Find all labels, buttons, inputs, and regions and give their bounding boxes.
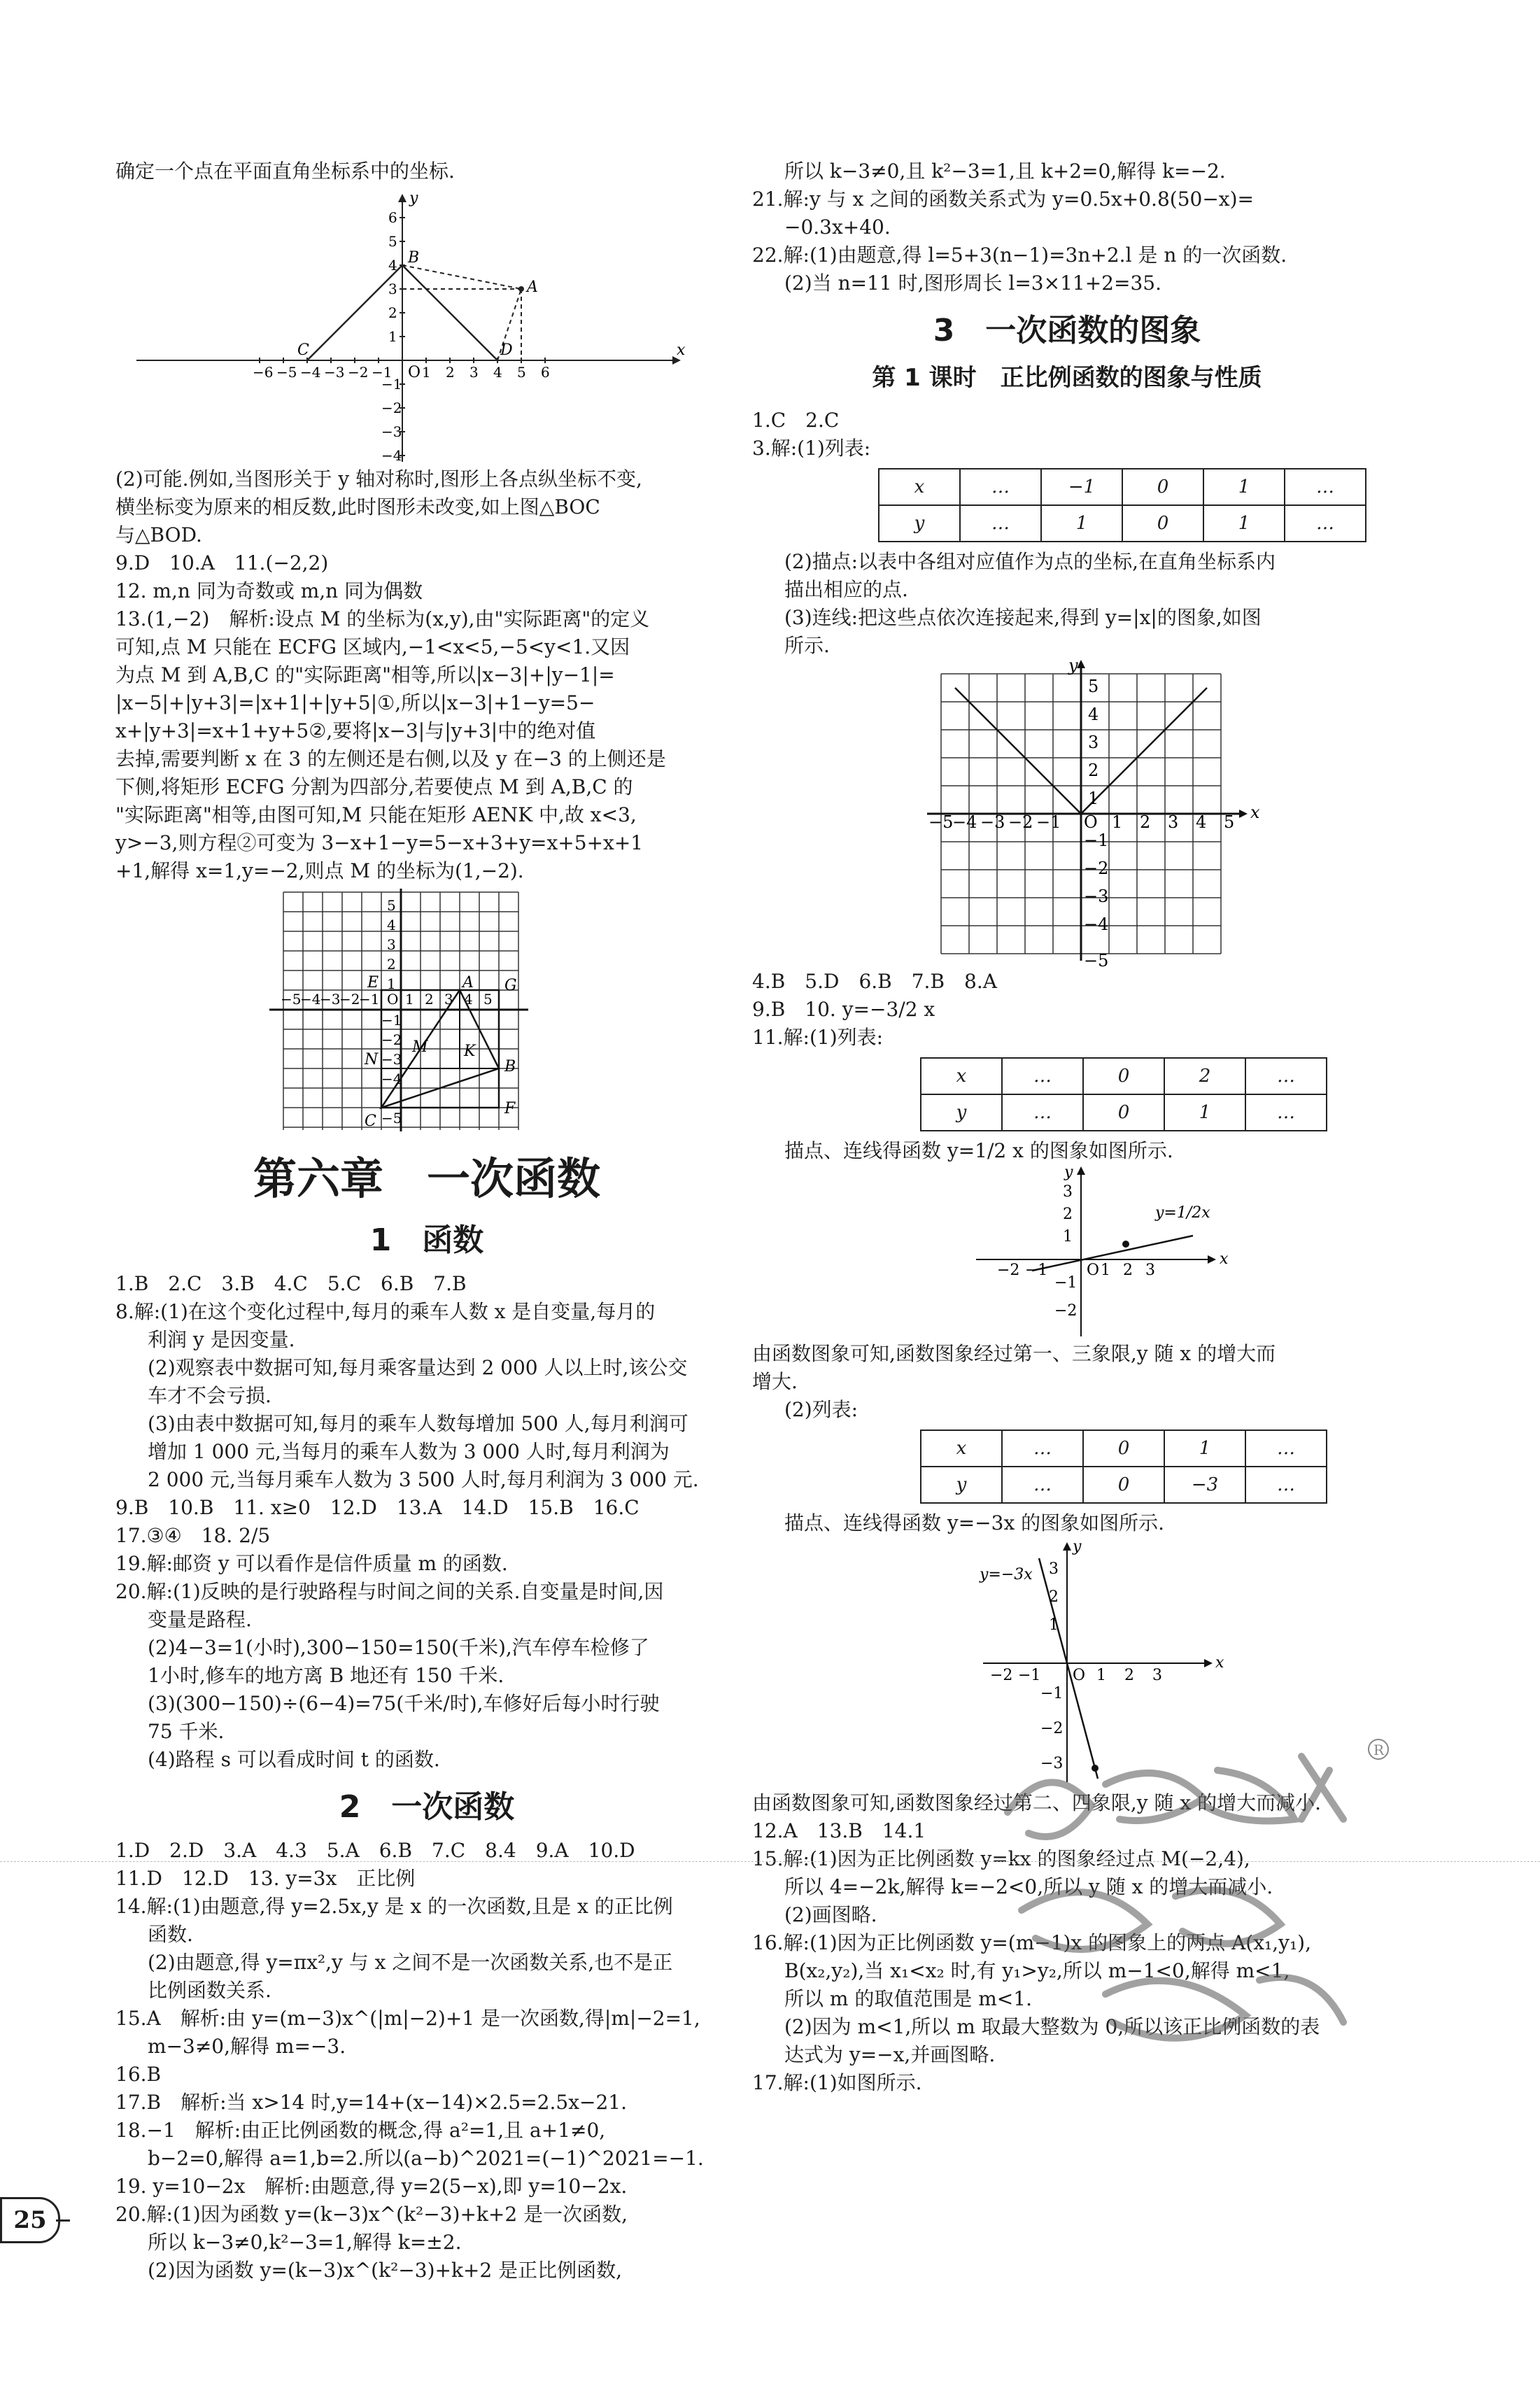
svg-text:−1: −1 — [1018, 1667, 1041, 1684]
svg-text:3: 3 — [1063, 1183, 1073, 1201]
svg-text:B: B — [408, 249, 420, 267]
answer-line: 描点、连线得函数 y=−3x 的图象如图所示. — [784, 1511, 1165, 1534]
answer-line: (4)路程 s 可以看成时间 t 的函数. — [148, 1748, 440, 1771]
answer-line: 由函数图象可知,函数图象经过第一、三象限,y 随 x 的增大而 — [752, 1342, 1276, 1365]
svg-text:−2: −2 — [381, 400, 402, 416]
table-cell: 0 — [1083, 1467, 1164, 1503]
svg-text:−6: −6 — [253, 364, 274, 381]
svg-text:O: O — [387, 991, 399, 1008]
svg-text:−2: −2 — [990, 1667, 1013, 1684]
table-cell: 0 — [1083, 1058, 1164, 1094]
table-cell: 0 — [1122, 505, 1203, 542]
svg-text:2: 2 — [387, 956, 396, 973]
table-cell: y — [921, 1094, 1002, 1131]
answer-line: 2 000 元,当每月乘车人数为 3 500 人时,每月利润为 3 000 元. — [148, 1468, 699, 1491]
answer-line: 3.解:(1)列表: — [752, 437, 871, 460]
svg-text:1: 1 — [388, 328, 397, 345]
svg-text:−4: −4 — [952, 812, 977, 832]
svg-text:1: 1 — [387, 975, 396, 992]
answer-line: (2)由题意,得 y=πx²,y 与 x 之间不是一次函数关系,也不是正 — [148, 1951, 673, 1974]
q13-line: 去掉,需要判断 x 在 3 的左侧还是右侧,以及 y 在−3 的上侧还是 — [115, 747, 666, 770]
q13-line: 可知,点 M 只能在 ECFG 区域内,−1<x<5,−5<y<1.又因 — [115, 635, 630, 658]
svg-text:x: x — [1250, 803, 1260, 822]
svg-text:−1: −1 — [381, 1012, 402, 1029]
q2-line: (2)可能.例如,当图形关于 y 轴对称时,图形上各点纵坐标不变, — [115, 467, 642, 490]
svg-text:F: F — [504, 1100, 516, 1117]
svg-text:4: 4 — [388, 257, 397, 274]
answer-line: 19.解:邮资 y 可以看作是信件质量 m 的函数. — [115, 1552, 508, 1575]
answer-line: 函数. — [148, 1923, 193, 1946]
answer-line: 增大. — [752, 1370, 798, 1393]
svg-text:6: 6 — [388, 209, 397, 226]
svg-text:3: 3 — [1049, 1560, 1059, 1578]
svg-text:−3: −3 — [381, 1051, 402, 1068]
svg-text:−1: −1 — [372, 364, 393, 381]
table-cell: y — [921, 1467, 1002, 1503]
figure-neg3x — [752, 1537, 1382, 1789]
page-number-rule — [56, 2219, 70, 2222]
q13-line: |x−5|+|y+3|=|x+1|+|y+5|①,所以|x−3|+1−y=5− — [115, 691, 595, 714]
answer-line: (3)连线:把这些点依次连接起来,得到 y=|x|的图象,如图 — [784, 606, 1262, 629]
svg-text:y: y — [1073, 1538, 1082, 1555]
svg-text:−1: −1 — [1054, 1274, 1078, 1292]
table-cell: … — [1245, 1430, 1327, 1467]
answer-line: b−2=0,解得 a=1,b=2.所以(a−b)^2021=(−1)^2021=−1. — [148, 2147, 704, 2170]
answer-line: 由函数图象可知,函数图象经过第二、四象限,y 随 x 的增大而减小. — [752, 1791, 1322, 1814]
q2-line: 横坐标变为原来的相反数,此时图形未改变,如上图△BOC — [115, 495, 600, 518]
svg-text:2: 2 — [388, 304, 397, 321]
svg-text:−5: −5 — [281, 991, 302, 1008]
table-cell: … — [1002, 1094, 1083, 1131]
answer-line: (3)由表中数据可知,每月的乘车人数每增加 500 人,每月利润可 — [148, 1412, 688, 1435]
answer-line: 12. m,n 同为奇数或 m,n 同为偶数 — [115, 579, 423, 602]
svg-text:K: K — [464, 1043, 476, 1060]
table-cell: 0 — [1083, 1430, 1164, 1467]
value-table-3 — [920, 1430, 1327, 1504]
svg-text:4: 4 — [493, 364, 502, 381]
figure-half-x — [752, 1165, 1382, 1340]
section-title: 1 函数 — [369, 1222, 484, 1258]
answer-line: 描出相应的点. — [784, 578, 908, 601]
answer-line: 17.解:(1)如图所示. — [752, 2071, 922, 2094]
answer-line: 20.解:(1)反映的是行驶路程与时间之间的关系.自变量是时间,因 — [115, 1580, 664, 1603]
svg-text:−3: −3 — [1040, 1755, 1064, 1772]
answer-line: (3)(300−150)÷(6−4)=75(千米/时),车修好后每小时行驶 — [148, 1692, 660, 1715]
svg-text:1: 1 — [1088, 789, 1099, 808]
answer-line: 21.解:y 与 x 之间的函数关系式为 y=0.5x+0.8(50−x)= — [752, 188, 1254, 211]
svg-text:−3: −3 — [1084, 887, 1109, 906]
answer-line: 15.A 解析:由 y=(m−3)x^(|m|−2)+1 是一次函数,得|m|−2=1, — [115, 2007, 700, 2030]
svg-text:A: A — [462, 974, 474, 991]
answer-line: (2)因为函数 y=(k−3)x^(k²−3)+k+2 是正比例函数, — [148, 2259, 623, 2282]
table-cell: y — [879, 505, 960, 542]
svg-text:2: 2 — [1049, 1588, 1059, 1606]
answer-line: 11.解:(1)列表: — [752, 1026, 884, 1049]
table-cell: … — [1002, 1430, 1083, 1467]
svg-text:−1: −1 — [1025, 1262, 1048, 1279]
svg-text:3: 3 — [444, 991, 453, 1008]
svg-text:E: E — [367, 974, 379, 991]
intro-text: 确定一个点在平面直角坐标系中的坐标. — [115, 160, 455, 183]
answer-line: 所以 k−3≠0,且 k²−3=1,且 k+2=0,解得 k=−2. — [784, 160, 1226, 183]
svg-text:−1: −1 — [1084, 831, 1109, 850]
value-table-1 — [878, 468, 1366, 542]
q13-line: 13.(1,−2) 解析:设点 M 的坐标为(x,y),由"实际距离"的定义 — [115, 607, 650, 630]
answer-line: (2)画图略. — [784, 1903, 877, 1926]
svg-text:2: 2 — [1088, 761, 1099, 780]
answer-line: 22.解:(1)由题意,得 l=5+3(n−1)=3n+2.l 是 n 的一次函数. — [752, 243, 1287, 267]
answer-line: 4.B 5.D 6.B 7.B 8.A — [752, 970, 997, 993]
answer-line: 9.B 10. y=−3/2 x — [752, 998, 935, 1021]
svg-text:−2: −2 — [1054, 1302, 1078, 1320]
svg-text:B: B — [504, 1058, 516, 1075]
answer-line: 所以 k−3≠0,k²−3=1,解得 k=±2. — [148, 2231, 462, 2254]
divider — [0, 1861, 1540, 1862]
table-cell: 2 — [1164, 1058, 1245, 1094]
table-cell: 1 — [1164, 1094, 1245, 1131]
svg-text:2: 2 — [425, 991, 434, 1008]
table-cell: … — [1285, 469, 1366, 505]
answer-line: 12.A 13.B 14.1 — [752, 1819, 926, 1842]
answer-line: (2)描点:以表中各组对应值作为点的坐标,在直角坐标系内 — [784, 550, 1276, 573]
svg-text:y: y — [409, 190, 418, 207]
svg-text:−2: −2 — [997, 1262, 1020, 1279]
answer-line: 利润 y 是因变量. — [148, 1328, 295, 1351]
table-cell: 1 — [1041, 505, 1122, 542]
svg-text:O: O — [1087, 1262, 1100, 1279]
function-label: y=1/2x — [1155, 1204, 1210, 1222]
svg-text:−3: −3 — [980, 812, 1005, 832]
chapter-title: 第六章 一次函数 — [253, 1153, 600, 1204]
svg-text:y: y — [1064, 1165, 1073, 1181]
svg-text:C: C — [365, 1113, 376, 1130]
svg-text:−3: −3 — [381, 423, 402, 440]
svg-text:3: 3 — [387, 936, 396, 953]
svg-text:x: x — [1220, 1250, 1229, 1268]
answer-line: 9.D 10.A 11.(−2,2) — [115, 551, 329, 574]
svg-text:3: 3 — [1168, 812, 1179, 832]
answer-line: (2)当 n=11 时,图形周长 l=3×11+2=35. — [784, 271, 1161, 295]
answer-line: 18.−1 解析:由正比例函数的概念,得 a²=1,且 a+1≠0, — [115, 2119, 606, 2142]
figure-triangle-axes — [115, 185, 738, 465]
answer-line: (2)4−3=1(小时),300−150=150(千米),汽车停车检修了 — [148, 1636, 649, 1659]
answer-line: 达式为 y=−x,并画图略. — [784, 2043, 996, 2066]
svg-text:O: O — [1073, 1667, 1086, 1684]
svg-text:3: 3 — [469, 364, 479, 381]
svg-text:−5: −5 — [928, 812, 954, 832]
answer-line: B(x₂,y₂),当 x₁<x₂ 时,有 y₁>y₂,所以 m−1<0,解得 m<1, — [784, 1959, 1290, 1982]
svg-text:G: G — [504, 977, 517, 994]
answer-line: (2)观察表中数据可知,每月乘客量达到 2 000 人以上时,该公交 — [148, 1356, 688, 1379]
svg-text:5: 5 — [388, 233, 397, 250]
q13-line: y>−3,则方程②可变为 3−x+1−y=5−x+3+y=x+5+x+1 — [115, 831, 644, 854]
table-cell: … — [1245, 1467, 1327, 1503]
table-cell: x — [921, 1058, 1002, 1094]
svg-text:3: 3 — [1145, 1262, 1155, 1279]
svg-text:4: 4 — [1088, 705, 1099, 724]
answer-line: m−3≠0,解得 m=−3. — [148, 2035, 346, 2058]
svg-text:4: 4 — [1196, 812, 1207, 832]
answer-line: 1小时,修车的地方离 B 地还有 150 千米. — [148, 1664, 504, 1687]
table-cell: 0 — [1083, 1094, 1164, 1131]
svg-text:A: A — [527, 278, 538, 296]
right-column — [752, 157, 1382, 2097]
lesson-title: 第 1 课时 正比例函数的图象与性质 — [872, 364, 1262, 392]
answer-line: 车才不会亏损. — [148, 1384, 271, 1407]
svg-text:−1: −1 — [1036, 812, 1061, 832]
answer-line: 11.D 12.D 13. y=3x 正比例 — [115, 1867, 416, 1890]
table-cell: … — [1002, 1058, 1083, 1094]
answer-line: 16.B — [115, 2063, 162, 2086]
answer-line: 所示. — [784, 634, 830, 657]
svg-text:−4: −4 — [381, 447, 402, 464]
answer-line: 16.解:(1)因为正比例函数 y=(m−1)x 的图象上的两点 A(x₁,y₁), — [752, 1931, 1311, 1954]
svg-text:5: 5 — [387, 897, 396, 914]
q13-line: +1,解得 x=1,y=−2,则点 M 的坐标为(1,−2). — [115, 859, 524, 882]
q13-line: 为点 M 到 A,B,C 的"实际距离"相等,所以|x−3|+|y−1|= — [115, 663, 615, 686]
table-cell: … — [1245, 1094, 1327, 1131]
svg-text:−1: −1 — [359, 991, 380, 1008]
svg-text:−4: −4 — [300, 991, 321, 1008]
svg-text:−5: −5 — [381, 1110, 402, 1127]
svg-text:−2: −2 — [339, 991, 360, 1008]
q13-line: x+|y+3|=x+1+y+5②,要将|x−3|与|y+3|中的绝对值 — [115, 719, 596, 742]
svg-text:−1: −1 — [1040, 1685, 1064, 1702]
table-cell: … — [1245, 1058, 1327, 1094]
svg-text:2: 2 — [1140, 812, 1151, 832]
svg-text:5: 5 — [1224, 812, 1235, 832]
table-cell: −1 — [1041, 469, 1122, 505]
svg-text:−3: −3 — [320, 991, 341, 1008]
svg-text:−2: −2 — [381, 1031, 402, 1048]
answer-line: 17.B 解析:当 x>14 时,y=14+(x−14)×2.5=2.5x−21. — [115, 2091, 627, 2114]
table-cell: 0 — [1122, 469, 1203, 505]
svg-text:N: N — [365, 1051, 379, 1068]
q13-line: 下侧,将矩形 ECFG 分割为四部分,若要使点 M 到 A,B,C 的 — [115, 775, 633, 798]
svg-text:3: 3 — [1152, 1667, 1162, 1684]
svg-text:−5: −5 — [1084, 951, 1109, 968]
answer-line: 9.B 10.B 11. x≥0 12.D 13.A 14.D 15.B 16.C — [115, 1496, 640, 1519]
svg-text:x: x — [677, 341, 686, 359]
svg-text:1: 1 — [422, 364, 431, 381]
table-cell: … — [960, 469, 1041, 505]
answer-line: 增加 1 000 元,当每月的乘车人数为 3 000 人时,每月利润为 — [148, 1440, 670, 1463]
q2-line: 与△BOD. — [115, 523, 202, 546]
table-cell: 1 — [1203, 469, 1285, 505]
svg-text:2: 2 — [1124, 1667, 1134, 1684]
table-cell: 1 — [1203, 505, 1285, 542]
svg-text:O: O — [408, 364, 421, 381]
value-table-2 — [920, 1057, 1327, 1131]
answer-line: 19. y=10−2x 解析:由题意,得 y=2(5−x),即 y=10−2x. — [115, 2175, 628, 2198]
svg-text:2: 2 — [1123, 1262, 1133, 1279]
svg-text:1: 1 — [1049, 1616, 1059, 1634]
svg-text:3: 3 — [388, 281, 397, 297]
answer-line: 20.解:(1)因为函数 y=(k−3)x^(k²−3)+k+2 是一次函数, — [115, 2203, 628, 2226]
svg-text:2: 2 — [1063, 1206, 1073, 1223]
answer-line: 17.③④ 18. 2/5 — [115, 1524, 271, 1547]
answer-line: 14.解:(1)由题意,得 y=2.5x,y 是 x 的一次函数,且是 x 的正比例 — [115, 1895, 673, 1918]
svg-text:−4: −4 — [300, 364, 321, 381]
svg-text:R: R — [1373, 1742, 1385, 1758]
svg-text:5: 5 — [517, 364, 526, 381]
svg-text:5: 5 — [483, 991, 493, 1008]
svg-text:−4: −4 — [1084, 915, 1109, 934]
svg-text:−2: −2 — [1008, 812, 1033, 832]
answer-line: 比例函数关系. — [148, 1979, 271, 2002]
q13-line: "实际距离"相等,由图可知,M 只能在矩形 AENK 中,故 x<3, — [115, 803, 637, 826]
table-cell: … — [1285, 505, 1366, 542]
svg-text:D: D — [500, 341, 513, 359]
table-cell: … — [960, 505, 1041, 542]
svg-text:1: 1 — [1063, 1228, 1073, 1245]
svg-text:1: 1 — [405, 991, 414, 1008]
svg-text:C: C — [297, 341, 309, 359]
answer-line: 变量是路程. — [148, 1608, 252, 1631]
answer-line: 1.C 2.C — [752, 409, 840, 432]
svg-text:−2: −2 — [1084, 859, 1109, 878]
page-number: 25 — [0, 2197, 60, 2243]
answer-line: 1.D 2.D 3.A 4.3 5.A 6.B 7.C 8.4 9.A 10.D — [115, 1839, 635, 1862]
answer-line: 15.解:(1)因为正比例函数 y=kx 的图象经过点 M(−2,4), — [752, 1847, 1250, 1870]
answer-line: 8.解:(1)在这个变化过程中,每月的乘车人数 x 是自变量,每月的 — [115, 1300, 656, 1323]
svg-text:−1: −1 — [381, 376, 402, 393]
svg-text:4: 4 — [387, 917, 396, 933]
svg-text:1: 1 — [1101, 1262, 1110, 1279]
svg-text:5: 5 — [1088, 677, 1099, 696]
svg-text:−3: −3 — [324, 364, 345, 381]
answer-line: 1.B 2.C 3.B 4.C 5.C 6.B 7.B — [115, 1272, 467, 1295]
svg-text:2: 2 — [446, 364, 455, 381]
svg-text:−2: −2 — [348, 364, 369, 381]
answer-line: (2)因为 m<1,所以 m 取最大整数为 0,所以该正比例函数的表 — [784, 2015, 1320, 2038]
answer-line: 所以 4=−2k,解得 k=−2<0,所以 y 随 x 的增大而减小. — [784, 1875, 1273, 1898]
answer-line: −0.3x+40. — [784, 216, 891, 239]
answer-line: 描点、连线得函数 y=1/2 x 的图象如图所示. — [784, 1139, 1173, 1162]
svg-text:−2: −2 — [1040, 1720, 1064, 1737]
answer-line: 所以 m 的取值范围是 m<1. — [784, 1987, 1032, 2010]
table-cell: x — [921, 1430, 1002, 1467]
svg-text:x: x — [1215, 1654, 1224, 1672]
table-cell: x — [879, 469, 960, 505]
table-cell: −3 — [1164, 1467, 1245, 1503]
svg-text:O: O — [1084, 812, 1098, 832]
answer-line: 75 千米. — [148, 1720, 225, 1743]
svg-text:6: 6 — [541, 364, 550, 381]
svg-text:1: 1 — [1112, 812, 1123, 832]
function-label: y=−3x — [980, 1566, 1033, 1583]
table-cell: … — [1002, 1467, 1083, 1503]
svg-text:1: 1 — [1096, 1667, 1106, 1684]
table-cell: 1 — [1164, 1430, 1245, 1467]
svg-text:−4: −4 — [381, 1071, 402, 1087]
left-column — [115, 157, 738, 2285]
answer-line: (2)列表: — [784, 1398, 859, 1421]
section-title: 2 一次函数 — [339, 1789, 515, 1825]
figure-grid-ecfg — [115, 885, 738, 1137]
section-title: 3 一次函数的图象 — [933, 313, 1201, 348]
svg-text:y: y — [1068, 660, 1078, 675]
figure-abs-graph — [752, 660, 1382, 968]
svg-text:M: M — [412, 1038, 428, 1056]
svg-text:−5: −5 — [276, 364, 297, 381]
svg-text:3: 3 — [1088, 733, 1099, 752]
svg-text:4: 4 — [464, 991, 473, 1008]
